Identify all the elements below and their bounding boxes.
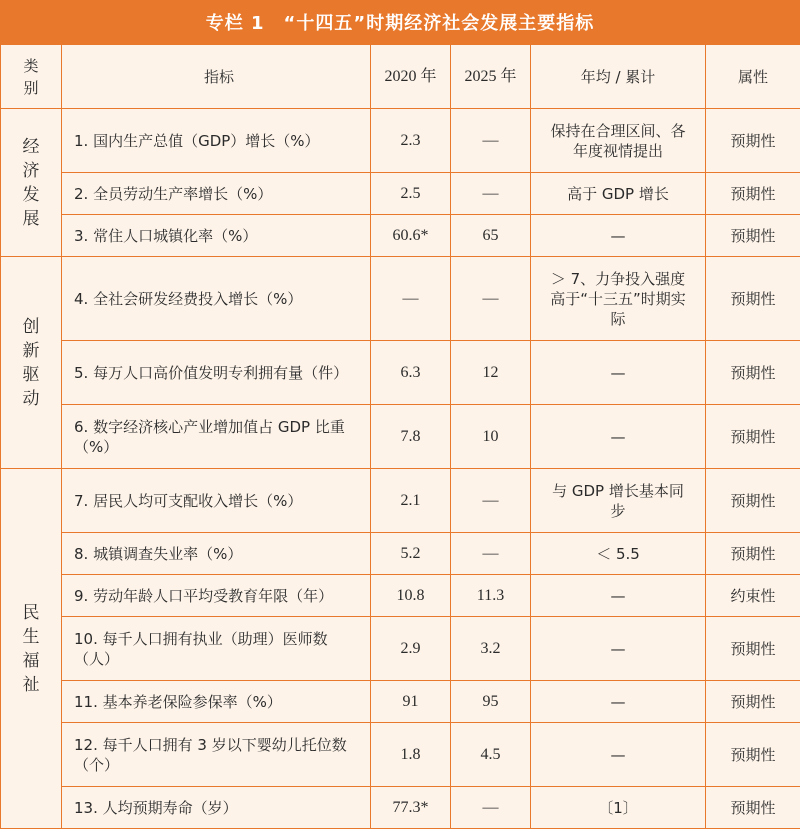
table-row	[1, 533, 800, 575]
header-category: 类别	[1, 45, 62, 109]
attribute-cell: 预期性	[706, 257, 800, 341]
header-average: 年均 / 累计	[531, 45, 706, 109]
average-cell: —	[531, 681, 706, 723]
average-cell: —	[531, 341, 706, 405]
indicator-cell: 11. 基本养老保险参保率（%）	[62, 681, 371, 723]
attribute-cell: 预期性	[706, 469, 800, 533]
header-2020: 2020 年	[371, 45, 451, 109]
table-row	[1, 575, 800, 617]
value-2020: 2.9	[371, 617, 451, 681]
value-2020: 2.5	[371, 173, 451, 215]
value-2020: 91	[371, 681, 451, 723]
indicator-cell: 6. 数字经济核心产业增加值占 GDP 比重（%）	[62, 405, 371, 469]
average-cell: 与 GDP 增长基本同步	[531, 469, 706, 533]
category-cell	[1, 109, 62, 257]
value-2025: 3.2	[451, 617, 531, 681]
indicator-cell: 10. 每千人口拥有执业（助理）医师数（人）	[62, 617, 371, 681]
indicator-cell: 1. 国内生产总值（GDP）增长（%）	[62, 109, 371, 173]
value-2020: 2.3	[371, 109, 451, 173]
value-2020: 10.8	[371, 575, 451, 617]
attribute-cell: 约束性	[706, 575, 800, 617]
indicator-cell: 12. 每千人口拥有 3 岁以下婴幼儿托位数（个）	[62, 723, 371, 787]
average-cell: ＜ 5.5	[531, 533, 706, 575]
attribute-cell: 预期性	[706, 723, 800, 787]
value-2020: 5.2	[371, 533, 451, 575]
average-cell: ＞ 7、力争投入强度高于“十三五”时期实际	[531, 257, 706, 341]
attribute-cell: 预期性	[706, 215, 800, 257]
value-2025: —	[451, 257, 531, 341]
value-2020: 60.6*	[371, 215, 451, 257]
indicator-cell: 8. 城镇调查失业率（%）	[62, 533, 371, 575]
indicator-cell: 3. 常住人口城镇化率（%）	[62, 215, 371, 257]
indicator-cell: 2. 全员劳动生产率增长（%）	[62, 173, 371, 215]
table-row	[1, 405, 800, 469]
category-label: 民生福祉	[22, 602, 40, 695]
attribute-cell: 预期性	[706, 173, 800, 215]
value-2020: 6.3	[371, 341, 451, 405]
indicator-cell: 5. 每万人口高价值发明专利拥有量（件）	[62, 341, 371, 405]
average-cell: —	[531, 575, 706, 617]
header-indicator: 指标	[62, 45, 371, 109]
table-row	[1, 173, 800, 215]
average-cell: 高于 GDP 增长	[531, 173, 706, 215]
table-row	[1, 257, 800, 341]
value-2025: 65	[451, 215, 531, 257]
indicator-cell: 7. 居民人均可支配收入增长（%）	[62, 469, 371, 533]
table-row	[1, 469, 800, 533]
indicator-cell: 13. 人均预期寿命（岁）	[62, 787, 371, 829]
header-2025: 2025 年	[451, 45, 531, 109]
category-label: 经济发展	[22, 136, 40, 229]
value-2020: —	[371, 257, 451, 341]
value-2025: 10	[451, 405, 531, 469]
indicator-cell: 4. 全社会研发经费投入增长（%）	[62, 257, 371, 341]
average-cell: —	[531, 723, 706, 787]
table-row	[1, 109, 800, 173]
panel-title: 专栏 1 “十四五”时期经济社会发展主要指标	[0, 0, 800, 44]
value-2025: —	[451, 173, 531, 215]
average-cell: —	[531, 215, 706, 257]
value-2020: 1.8	[371, 723, 451, 787]
value-2025: —	[451, 787, 531, 829]
value-2020: 7.8	[371, 405, 451, 469]
table-row	[1, 215, 800, 257]
value-2025: 95	[451, 681, 531, 723]
category-cell	[1, 469, 62, 829]
attribute-cell: 预期性	[706, 681, 800, 723]
attribute-cell: 预期性	[706, 405, 800, 469]
value-2025: 4.5	[451, 723, 531, 787]
attribute-cell: 预期性	[706, 109, 800, 173]
table-row	[1, 723, 800, 787]
table-row	[1, 341, 800, 405]
value-2025: 11.3	[451, 575, 531, 617]
value-2025: —	[451, 109, 531, 173]
value-2025: —	[451, 469, 531, 533]
header-attribute: 属性	[706, 45, 800, 109]
indicators-table	[0, 44, 800, 829]
average-cell: —	[531, 405, 706, 469]
attribute-cell: 预期性	[706, 617, 800, 681]
value-2025: 12	[451, 341, 531, 405]
value-2020: 2.1	[371, 469, 451, 533]
header-row	[1, 45, 800, 109]
attribute-cell: 预期性	[706, 533, 800, 575]
attribute-cell: 预期性	[706, 787, 800, 829]
value-2025: —	[451, 533, 531, 575]
table-row	[1, 617, 800, 681]
category-label: 创新驱动	[22, 316, 40, 409]
table-row	[1, 681, 800, 723]
category-cell	[1, 257, 62, 469]
average-cell: 〔1〕	[531, 787, 706, 829]
table-row	[1, 787, 800, 829]
attribute-cell: 预期性	[706, 341, 800, 405]
average-cell: 保持在合理区间、各年度视情提出	[531, 109, 706, 173]
indicator-cell: 9. 劳动年龄人口平均受教育年限（年）	[62, 575, 371, 617]
average-cell: —	[531, 617, 706, 681]
value-2020: 77.3*	[371, 787, 451, 829]
